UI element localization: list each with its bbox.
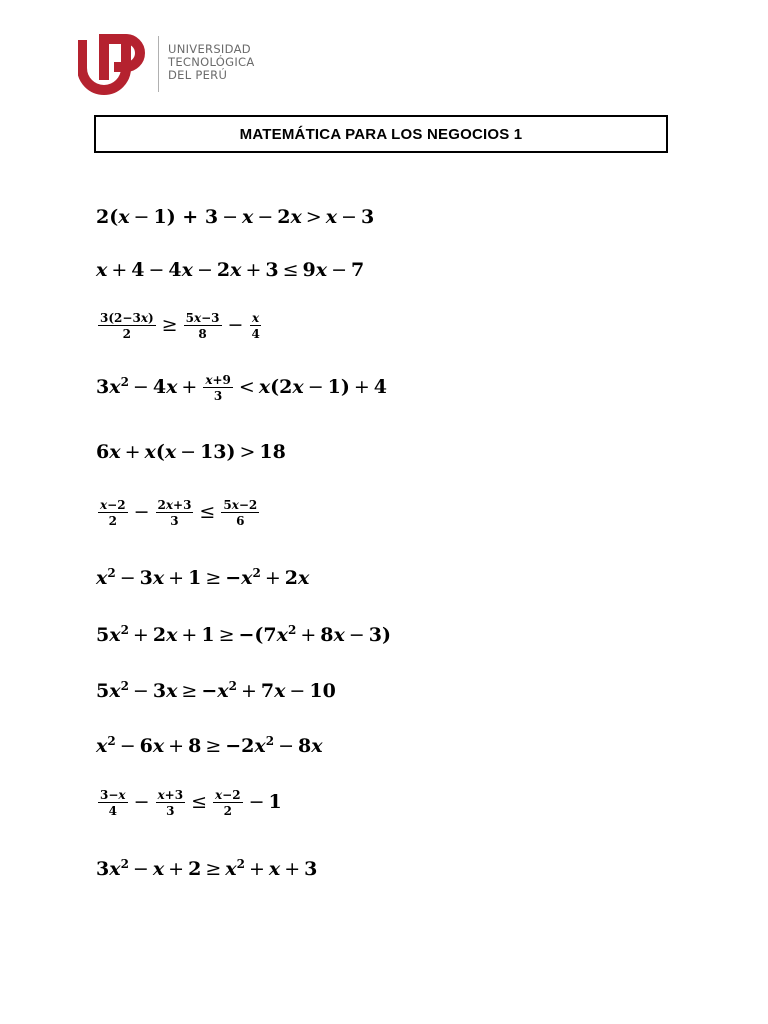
- university-name-line2: TECNOLÓGICA: [168, 55, 255, 69]
- fraction: $\frac{3-x}{4}$: [100, 788, 126, 818]
- fraction: $\frac{x-2}{2}$: [100, 498, 126, 528]
- fraction: $\frac{5x-3}{8}$: [185, 311, 220, 341]
- fraction: $\frac{5x-2}{6}$: [223, 498, 258, 528]
- document-title: MATEMÁTICA PARA LOS NEGOCIOS 1: [239, 125, 523, 143]
- exercise-9: $5x^2 - 3x \ge -x^2 + 7x - 10$: [96, 679, 336, 702]
- logo-divider: [158, 36, 159, 92]
- university-name: [168, 43, 255, 82]
- exercise-4: $3x^2 - 4x$ + $\frac{x+9}{3}$ < x(2x − 1) + 4: [96, 373, 387, 403]
- exercise-2: x + 4 − 4x − 2x + 3 ≤ 9x − 7: [96, 259, 365, 281]
- university-name-line1: UNIVERSIDAD: [168, 42, 251, 56]
- exercise-5: 6x + x(x − 13) > 18: [96, 441, 286, 463]
- university-header: [78, 32, 278, 96]
- exercise-1: 2(x − 1) + 3 − x − 2x > x − 3: [96, 206, 375, 228]
- exercise-7: $x^2 - 3x + 1 \ge -x^2 + 2x$: [96, 566, 310, 589]
- exercise-10: $x^2 - 6x + 8 \ge -2x^2 - 8x$: [96, 734, 323, 757]
- title-box: [94, 115, 668, 153]
- utp-logo-icon: [78, 32, 150, 96]
- fraction: $\frac{x+9}{3}$: [205, 373, 231, 403]
- exercise-6: $\frac{x-2}{2}$ − $\frac{2x+3}{3}$ ≤ $\frac{5x-2}{6}$: [100, 498, 258, 528]
- exercise-12: $3x^2 - x + 2 \ge x^2 + x + 3$: [96, 857, 318, 880]
- fraction: $\frac{x}{4}$: [251, 311, 260, 341]
- fraction: $\frac{x-2}{2}$: [214, 788, 241, 818]
- fraction: $\frac{2x+3}{3}$: [157, 498, 192, 528]
- fraction: $\frac{x+3}{3}$: [157, 788, 184, 818]
- exercise-3: $\frac{3(2-3x)}{2}$ ≥ $\frac{5x-3}{8}$ − $\frac{x}{4}$: [100, 311, 260, 341]
- fraction: $\frac{3(2-3x)}{2}$: [100, 311, 154, 341]
- exercise-8: $5x^2 + 2x + 1 \ge -(7x^2 + 8x - 3)$: [96, 623, 391, 646]
- exercise-11: $\frac{3-x}{4}$ − $\frac{x+3}{3}$ ≤ $\frac{x-2}{2}$ − 1: [100, 788, 282, 818]
- university-name-line3: DEL PERÚ: [168, 68, 228, 82]
